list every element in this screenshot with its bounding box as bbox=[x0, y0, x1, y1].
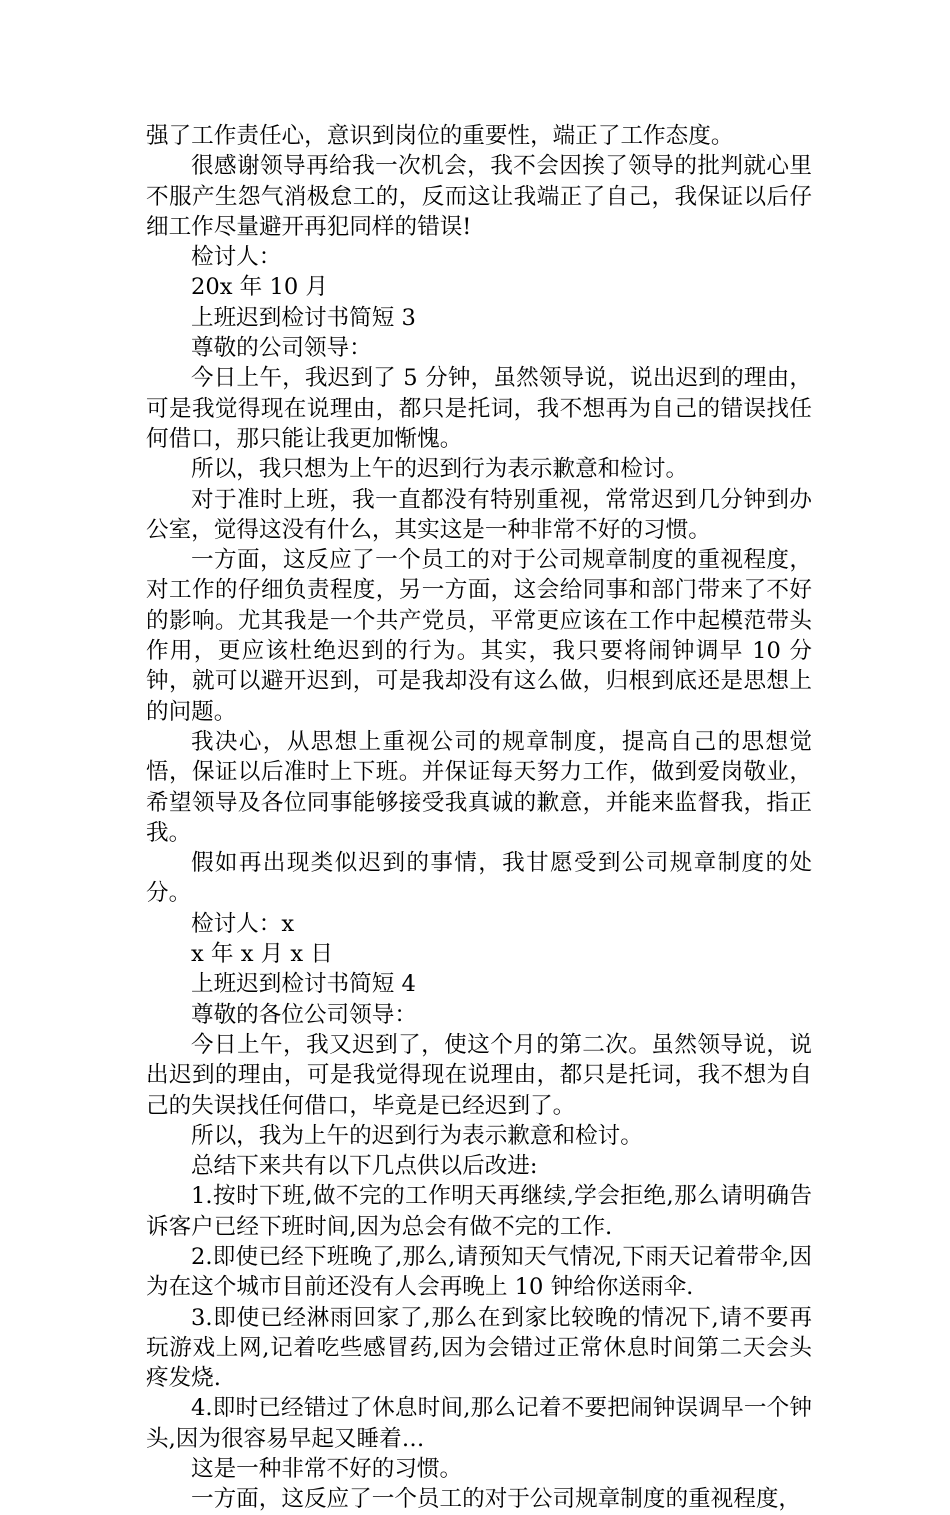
paragraph-17: 今日上午，我又迟到了，使这个月的第二次。虽然领导说，说出迟到的理由，可是我觉得现在说理由，都只是托词，我不想为自己的失误找任何借口，毕竟是已经迟到了。 bbox=[146, 1031, 812, 1119]
list-item-4: 4.即时已经错过了休息时间,那么记着不要把闹钟误调早一个钟头,因为很容易早起又睡着… bbox=[146, 1395, 812, 1452]
paragraph-11: 我决心，从思想上重视公司的规章制度，提高自己的思想觉悟，保证以后准时上下班。并保证每天努力工作，做到爱岗敬业，希望领导及各位同事能够接受我真诚的歉意，并能来监督我，指正我。 bbox=[146, 728, 812, 846]
paragraph-18: 所以，我为上午的迟到行为表示歉意和检讨。 bbox=[191, 1122, 643, 1149]
paragraph-2: 很感谢领导再给我一次机会，我不会因挨了领导的批判就心里不服产生怨气消极怠工的，反而这让我端正了自己，我保证以后仔细工作尽量避开再犯同样的错误! bbox=[146, 153, 812, 240]
paragraph-9: 对于准时上班，我一直都没有特别重视，常常迟到几分钟到办公室，觉得这没有什么，其实这是一种非常不好的习惯。 bbox=[146, 486, 812, 543]
paragraph-8: 所以，我只想为上午的迟到行为表示歉意和检讨。 bbox=[191, 456, 689, 483]
date-line-1: 20x 年 10 月 bbox=[191, 274, 328, 301]
list-item-3: 3.即使已经淋雨回家了,那么在到家比较晚的情况下,请不要再玩游戏上网,记着吃些感冒药,因为会错过正常休息时间第二天会头疼发烧. bbox=[146, 1304, 812, 1392]
signature-label-1: 检讨人： bbox=[191, 244, 282, 271]
section-title-4: 上班迟到检讨书简短 4 bbox=[191, 971, 416, 998]
section-title-3: 上班迟到检讨书简短 3 bbox=[191, 304, 416, 331]
paragraph-19: 总结下来共有以下几点供以后改进: bbox=[191, 1153, 538, 1180]
salutation-3: 尊敬的公司领导： bbox=[191, 335, 372, 362]
paragraph-12: 假如再出现类似迟到的事情，我甘愿受到公司规章制度的处分。 bbox=[146, 850, 812, 907]
list-item-2: 2.即使已经下班晚了,那么,请预知天气情况,下雨天记着带伞,因为在这个城市目前还没有人会再晚上 10 钟给你送雨伞. bbox=[146, 1243, 812, 1301]
paragraph-7: 今日上午，我迟到了 5 分钟，虽然领导说，说出迟到的理由，可是我觉得现在说理由，都只是托词，我不想再为自己的错误找任何借口，那只能让我更加惭愧。 bbox=[146, 365, 812, 452]
paragraph-1: 强了工作责任心，意识到岗位的重要性，端正了工作态度。 bbox=[146, 123, 734, 149]
list-item-1: 1.按时下班,做不完的工作明天再继续,学会拒绝,那么请明确告诉客户已经下班时间,因为总会有做不完的工作. bbox=[146, 1183, 812, 1240]
date-line-2: x 年 x 月 x 日 bbox=[191, 941, 333, 968]
signature-label-2: 检讨人：x bbox=[191, 910, 295, 937]
paragraph-25: 一方面，这反应了一个员工的对于公司规章制度的重视程度， bbox=[191, 1486, 802, 1513]
document-body bbox=[146, 121, 812, 1515]
paragraph-10: 一方面，这反应了一个员工的对于公司规章制度的重视程度，对工作的仔细负责程度，另一方面，这会给同事和部门带来了不好的影响。尤其我是一个共产党员，平常更应该在工作中起模范带头作用，更应该杜绝迟到的行为。其实，我只要将闹钟调早 10 分钟，就可以避开迟到，可是我却没有这么做，归根到底还是思想上的问题。 bbox=[146, 547, 812, 725]
salutation-4: 尊敬的各位公司领导： bbox=[191, 1001, 417, 1028]
paragraph-24: 这是一种非常不好的习惯。 bbox=[191, 1456, 463, 1483]
